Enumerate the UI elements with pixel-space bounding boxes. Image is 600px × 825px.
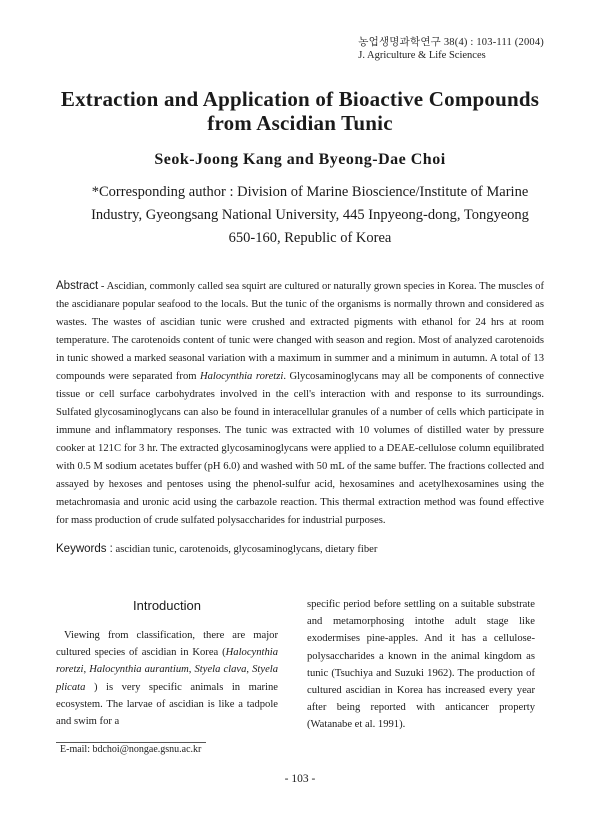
species-name: Styela clava bbox=[194, 664, 247, 676]
paper-title bbox=[0, 87, 600, 135]
paper-authors: Seok-Joong Kang and Byeong-Dae Choi bbox=[154, 151, 446, 168]
keywords bbox=[56, 543, 544, 555]
intro-text: ) is very specific animals in marine ecosystem. The larvae of ascidian is like a tadpole and swim for a bbox=[56, 681, 278, 728]
affiliation-line-3: 650-160, Republic of Korea bbox=[228, 230, 392, 246]
abstract-label: Abstract bbox=[56, 280, 99, 292]
journal-citation bbox=[358, 36, 544, 62]
abstract bbox=[56, 277, 544, 530]
left-column bbox=[56, 598, 278, 730]
abstract-species-name: Halocynthia roretzi bbox=[199, 371, 284, 382]
intro-text: , bbox=[83, 664, 90, 676]
author-affiliation bbox=[60, 181, 560, 250]
paper-title-line-1: Extraction and Application of Bioactive Compounds bbox=[60, 87, 540, 111]
keywords-text: ascidian tunic, carotenoids, glycosaminoglycans, dietary fiber bbox=[112, 544, 378, 555]
right-column bbox=[307, 596, 535, 734]
page-number: - 103 - bbox=[284, 773, 316, 785]
journal-citation-korean: 농업생명과학연구 38(4) : 103-111 (2004) bbox=[358, 37, 544, 48]
affiliation-line-1: *Corresponding author : Division of Marine Bioscience/Institute of Marine bbox=[91, 184, 529, 200]
intro-text: Viewing from classification, there are major cultured species of ascidian in Korea ( bbox=[56, 630, 278, 659]
intro-text: , bbox=[188, 664, 195, 676]
introduction-left-paragraph bbox=[56, 627, 278, 730]
paper-title-line-2: from Ascidian Tunic bbox=[207, 111, 393, 135]
species-name: Halocynthia aurantium bbox=[89, 664, 189, 676]
journal-citation-english: J. Agriculture & Life Sciences bbox=[358, 50, 486, 61]
species-name: Styela plicata bbox=[56, 664, 279, 693]
affiliation-line-2: Industry, Gyeongsang National University, 445 Inpyeong-dong, Tongyeong bbox=[91, 207, 529, 223]
abstract-text-part-2: . Glycosaminoglycans may all be components of connective tissue or cell surface carbohydrates involved in the cell's interaction with and response to its surroundings. Sulfated glycosaminoglycans can also be found in interacellular granules of a number of cells which participate in immune and inflammatory responses. The tunic was extracted with 10 volumes of distilled water by pressure cooker at 121C for 3 hr. The extracted glycosaminoglycans were applied to a DEAE-cellulose column equilibrated with 0.5 M sodium acetates buffer (pH 6.0) and washed with 50 mL of the same buffer. The fractions collected and assayed by hexoses and pentoses using the phenol-sulfur acid, hexosamines and acetylhexosamines using the metachromasia and uronic acid using the carbazole reaction. This thermal extraction method was found effective for mass production of crude sulfated polysaccharides for industrial purposes. bbox=[56, 371, 544, 526]
introduction-right-paragraph: specific period before settling on a suitable substrate and metamorphosing intothe adult stage like exodermises pine-apples. And it has a cellulose-polysaccharides a known in the animal kingdom as tunic (Tsuchiya and Suzuki 1962). The production of cultured ascidian in Korea has increased every year after being reported with anticancer property (Watanabe et al. 1991). bbox=[307, 599, 535, 731]
footnote-rule bbox=[56, 742, 206, 743]
species-name: Halocynthia roretzi bbox=[56, 647, 278, 676]
abstract-text-part-1: - Ascidian, commonly called sea squirt are cultured or naturally grown species in Korea. The muscles of the ascidianare popular seafood to the locals. But the tunic of the organisms is normally thrown and considered as wastes. The wastes of ascidian tunic were crushed and extracted pigments with ethanol for 24 hrs at room temperature. The carotenoids content of tunic were changed with season and region. Most of analyzed carotenoids in tunic showed a marked seasonal variation with a maximum in summer and a minimum in autumn. A total of 13 compounds were separated from bbox=[56, 281, 544, 382]
keywords-label: Keywords : bbox=[56, 543, 113, 555]
footnote-email: E-mail: bdchoi@nongae.gsnu.ac.kr bbox=[60, 744, 202, 755]
introduction-heading: Introduction bbox=[133, 598, 201, 613]
intro-text: , bbox=[246, 664, 253, 676]
